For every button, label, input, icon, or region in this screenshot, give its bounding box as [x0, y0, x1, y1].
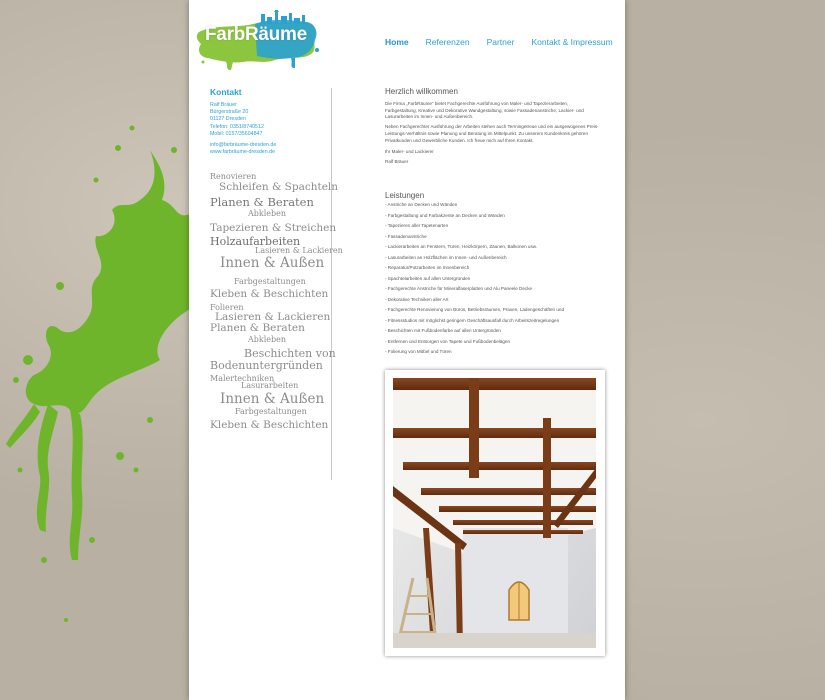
list-item: - Folierung von Möbel und Türen [385, 349, 452, 354]
tag-item: Planen & Beraten [210, 322, 305, 334]
list-item: - Dekorative Techniken aller Art [385, 296, 449, 302]
tag-item: Folieren [210, 303, 244, 312]
tag-item: Lasurarbeiten [241, 381, 299, 390]
contact-city: 01127 Dresden [210, 116, 246, 123]
logo-text-raeume: Räume [244, 24, 307, 45]
welcome-heading: Herzlich willkommen [385, 87, 458, 96]
list-item: - Fachgerechte Anstriche für Mineralfaserplatten und Alu Paneele Decke [385, 286, 533, 291]
welcome-section [385, 87, 601, 166]
tag-item: Kleben & Beschichten [210, 419, 329, 431]
contact-mobile: Mobil: 0157/35604847 [210, 130, 263, 137]
list-item: - Tapezieren aller Tapetenarten [385, 223, 449, 228]
nav-referenzen[interactable]: Referenzen [425, 37, 470, 47]
room-ceiling-photo[interactable] [393, 378, 596, 648]
paint-splatter-decoration [0, 0, 220, 700]
tag-item: Beschichten von [244, 347, 336, 360]
list-item: - Anstriche an Decken und Wänden [385, 202, 458, 207]
contact-heading: Kontakt [210, 87, 242, 97]
tag-item: Innen & Außen [220, 255, 325, 271]
logo-text-farb: Farb [205, 24, 245, 45]
services-list [385, 202, 605, 360]
site-logo[interactable] [195, 10, 321, 70]
list-item: - Lackierarbeiten an Fenstern, Türen, Heizkörpern, Zäunen, Balkonen usw. [385, 244, 538, 249]
list-item: - Lasurarbeiten an Holzflächen im Innen- und Außenbereich [385, 254, 507, 260]
list-item: - Fitnessstudios mit möglichst geringem Geschäftsausfall durch Arbeitszeitregelungen [385, 317, 560, 323]
list-item: - Beschichten mit Fußbodenfarbe auf allen Untergründen [385, 328, 501, 333]
list-item: - Spachtelarbeiten auf allen Untergründen [385, 275, 471, 281]
contact-phone: Telefon: 0351/8740512 [210, 123, 264, 130]
tag-item: Malertechniken [210, 374, 275, 383]
tag-item: Renovieren [210, 172, 257, 181]
nav-partner[interactable]: Partner [486, 37, 515, 47]
nav-home[interactable]: Home [385, 37, 409, 47]
tag-item: Schleifen & Spachteln [219, 181, 339, 193]
list-item: - Entfernen und Entsorgen von Tapete und Fußbodenbelägen [385, 338, 511, 344]
tag-item: Farbgestaltungen [235, 407, 307, 416]
welcome-signature-role: Ihr Maler- und Lackierer [385, 149, 434, 155]
services-heading: Leistungen [385, 191, 425, 200]
tag-item: Planen & Beraten [210, 195, 314, 209]
tag-item: Holzaufarbeiten [210, 235, 301, 248]
tag-item: Tapezieren & Streichen [210, 222, 337, 234]
list-item: - Fassadenanstriche [385, 233, 427, 239]
tag-item: Lasieren & Lackieren [215, 311, 331, 323]
contact-name: Ralf Bräuer [210, 102, 237, 108]
tag-item: Abkleben [248, 209, 287, 218]
contact-street: Bürgerstraße 20 [210, 109, 249, 116]
main-navigation [385, 37, 630, 47]
column-divider [331, 88, 332, 480]
list-item: - Farbgestaltung und Farbakzente an Decken und Wänden [385, 212, 505, 218]
contact-web-link[interactable]: www.farbräume-dresden.de [210, 149, 276, 156]
tag-item: Lasieren & Lackieren [255, 246, 343, 255]
tag-item: Abkleben [248, 335, 287, 344]
nav-kontakt-impressum[interactable]: Kontakt & Impressum [531, 37, 613, 47]
logo-wordmark [205, 24, 307, 46]
photo-frame [385, 370, 605, 656]
tag-item: Farbgestaltungen [234, 277, 306, 286]
welcome-paragraph-2: Neben Fachgerechter Ausführung der Arbeiten stehen auch Termingetreue und ein ausgewogenes Preis-Leistungs-Verhältnis sowie Planung und Beratung im Mittelpunkt. Zu unserem Kundenkreis gehören Privatkunden und Gewerbliche Kunden. Ich freue mich auf Ihren Kontakt. [385, 124, 599, 143]
tag-item: Innen & Außen [220, 391, 325, 407]
list-item: - Reparatur/Putzarbeiten im Innenbereich [385, 265, 470, 270]
list-item: - Fachgerechte Renovierung von Büros, Betriebsräumen, Praxen, Ladengeschäften und [385, 307, 565, 312]
contact-email-link[interactable]: info@farbräume-dresden.de [210, 142, 277, 149]
tag-item: Kleben & Beschichten [210, 288, 329, 300]
tag-item: Bodenuntergründen [210, 359, 323, 372]
page-container [189, 0, 625, 700]
welcome-signature-name: Ralf Bräuer [385, 158, 409, 164]
contact-block [210, 87, 330, 156]
welcome-paragraph-1: Die Firma „FarbRäume“ bietet Fachgerechte Ausführung von Maler- und Tapezierarbeiten, Farbgestaltung, Kreative und Dekorative Wandgestaltung, sowie Fassadenanstriche, Lackier- und Lasurarbeiten im Innen- und Außenbereich. [385, 101, 584, 120]
